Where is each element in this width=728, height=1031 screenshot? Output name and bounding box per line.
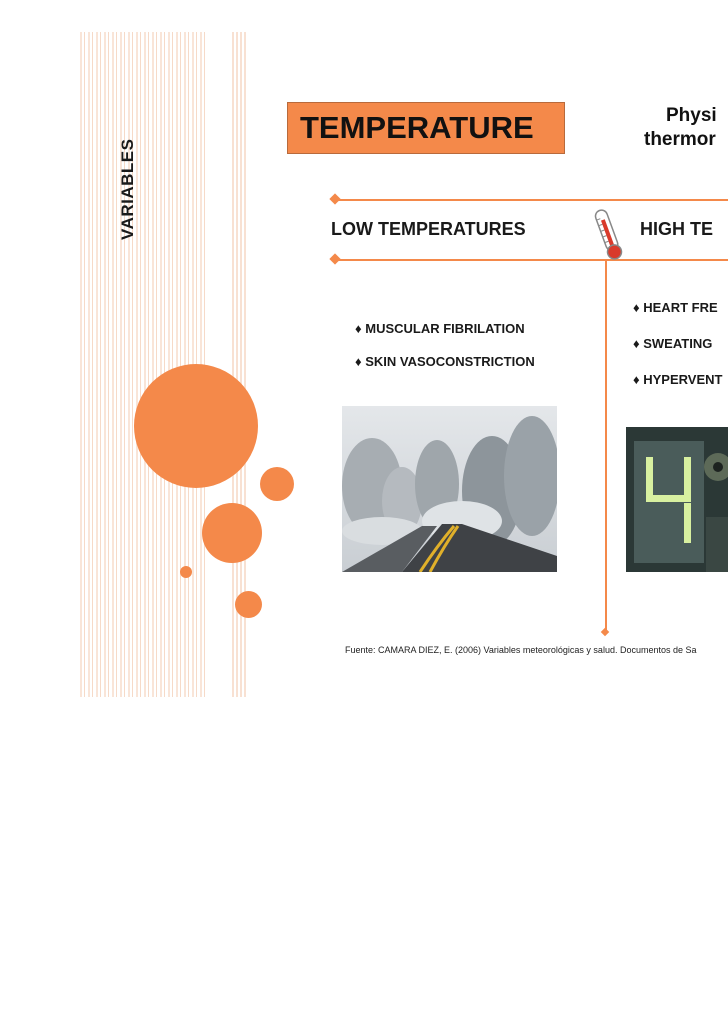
- high-bullet-1: ♦ HEART FRE: [633, 300, 718, 315]
- decorative-circle-small-2: [235, 591, 262, 618]
- subtitle-line-1: Physi: [666, 105, 717, 126]
- high-bullet-2: ♦ SWEATING: [633, 336, 713, 351]
- digital-display-photo: [626, 427, 728, 572]
- decorative-circle-medium: [202, 503, 262, 563]
- page-title: TEMPERATURE: [287, 102, 565, 154]
- high-temperatures-heading: HIGH TE: [640, 219, 714, 239]
- decorative-circle-tiny: [180, 566, 192, 578]
- source-citation: Fuente: CAMARA DIEZ, E. (2006) Variables meteorológicas y salud. Documentos de Sa: [345, 645, 697, 655]
- side-label: VARIABLES: [118, 138, 137, 240]
- low-temperatures-heading: LOW TEMPERATURES: [331, 219, 526, 239]
- bottom-divider: [335, 259, 728, 261]
- line-marker: [601, 628, 609, 636]
- decorative-circle-large: [134, 364, 258, 488]
- top-divider: [335, 199, 728, 201]
- decorative-circle-small: [260, 467, 294, 501]
- thermometer-icon: [588, 205, 628, 263]
- high-bullet-3: ♦ HYPERVENT: [633, 372, 723, 387]
- subtitle: [644, 104, 717, 152]
- center-divider: [605, 259, 607, 631]
- subtitle-line-2: thermor: [644, 129, 716, 150]
- low-bullet-2: ♦ SKIN VASOCONSTRICTION: [355, 354, 535, 369]
- foggy-road-photo: [342, 406, 557, 572]
- low-bullet-1: ♦ MUSCULAR FIBRILATION: [355, 321, 525, 336]
